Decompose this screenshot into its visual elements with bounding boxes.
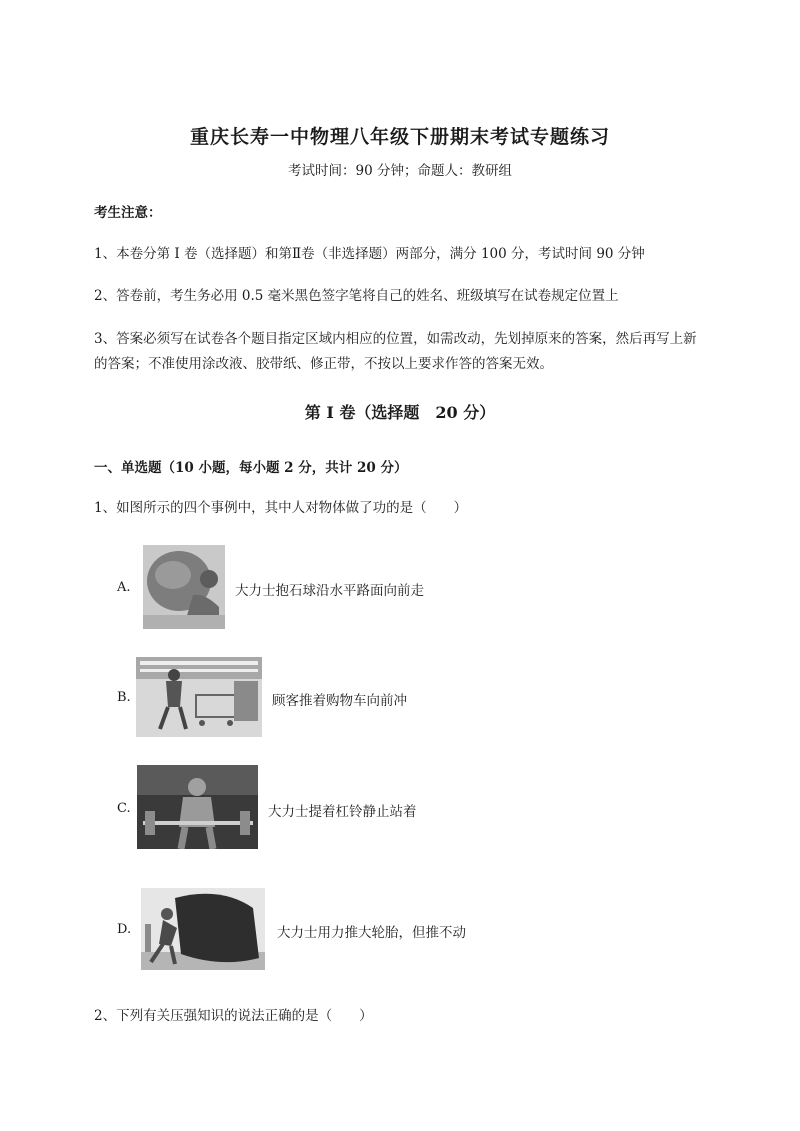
option-d-text: 大力士用力推大轮胎，但推不动 — [277, 925, 466, 941]
option-d-letter: D. — [117, 922, 132, 937]
shopper-pushing-cart-photo — [136, 657, 262, 737]
exam-info: 考试时间：90 分钟；命题人：教研组 — [288, 163, 512, 179]
question-1-stem: 1、如图所示的四个事例中，其中人对物体做了功的是（ ） — [94, 500, 468, 516]
option-a-text: 大力士抱石球沿水平路面向前走 — [235, 583, 424, 599]
option-c-text: 大力士提着杠铃静止站着 — [268, 804, 417, 820]
strongman-pushing-tire-photo — [141, 888, 265, 970]
part-heading: 一、单选题（10 小题，每小题 2 分，共计 20 分） — [94, 460, 408, 476]
notice-item-2: 2、答卷前，考生务必用 0.5 毫米黑色签字笔将自己的姓名、班级填写在试卷规定位置上 — [94, 288, 619, 304]
option-b-letter: B. — [117, 690, 131, 705]
page-title: 重庆长寿一中物理八年级下册期末考试专题练习 — [189, 126, 610, 148]
question-2-stem: 2、下列有关压强知识的说法正确的是（ ） — [94, 1008, 373, 1024]
option-c-letter: C. — [117, 801, 131, 816]
notice-heading: 考生注意： — [94, 205, 162, 221]
notice-item-3-continued: 的答案；不准使用涂改液、胶带纸、修正带，不按以上要求作答的答案无效。 — [94, 356, 553, 372]
weightlifter-holding-barbell-photo — [137, 765, 258, 849]
man-carrying-stone-ball-photo — [143, 545, 225, 629]
notice-item-3: 3、答案必须写在试卷各个题目指定区域内相应的位置，如需改动，先划掉原来的答案，然后再写上新 — [94, 331, 697, 347]
notice-item-1: 1、本卷分第 I 卷（选择题）和第Ⅱ卷（非选择题）两部分，满分 100 分，考试时间 90 分钟 — [94, 246, 645, 262]
option-a-letter: A. — [117, 580, 131, 595]
option-b-text: 顾客推着购物车向前冲 — [272, 693, 407, 709]
section-title: 第 I 卷（选择题 20 分） — [304, 403, 496, 422]
